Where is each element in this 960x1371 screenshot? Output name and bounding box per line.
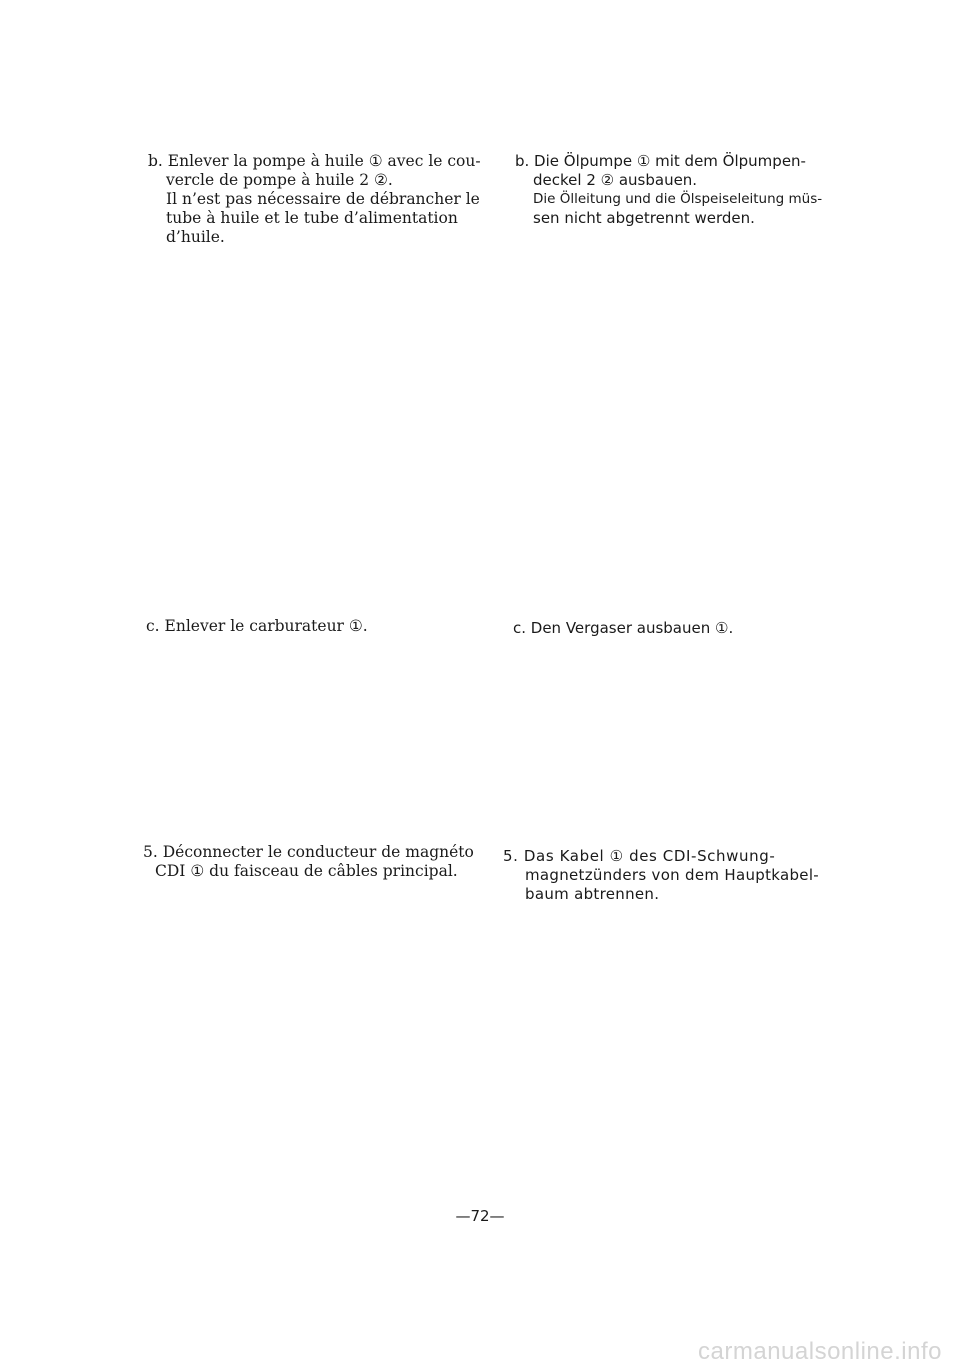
page-number: —72— [455, 1207, 505, 1225]
watermark: carmanualsonline.info [698, 1338, 942, 1365]
fr-step-5 [143, 843, 474, 881]
fr-step-c-text: c. Enlever le carburateur ①. [146, 617, 368, 635]
de-step-b-line3: Die Ölleitung und die Ölspeiseleitung müs- [533, 191, 823, 207]
de-step-5-line3: baum abtrennen. [525, 885, 660, 903]
de-step-b-line4: sen nicht abgetrennt werden. [533, 209, 755, 227]
de-step-c [513, 619, 733, 638]
fr-step-5-line1: 5. Déconnecter le conducteur de magnéto [143, 843, 474, 861]
fr-step-5-line2: CDI ① du faisceau de câbles principal. [155, 862, 458, 880]
fr-step-b [148, 152, 481, 247]
fr-step-b-line2: vercle de pompe à huile 2 ②. [166, 171, 393, 189]
fr-step-b-line1: b. Enlever la pompe à huile ① avec le cou- [148, 152, 481, 170]
fr-step-b-line5: d’huile. [166, 228, 225, 246]
de-step-5-line1: 5. Das Kabel ① des CDI-Schwung- [503, 847, 776, 865]
de-step-b [515, 152, 822, 228]
de-step-b-line1: b. Die Ölpumpe ① mit dem Ölpumpen- [515, 152, 806, 170]
fr-step-c [146, 617, 368, 636]
de-step-5-line2: magnetzünders von dem Hauptkabel- [525, 866, 820, 884]
fr-step-b-line4: tube à huile et le tube d’alimentation [166, 209, 458, 227]
fr-step-b-line3: Il n’est pas nécessaire de débrancher le [166, 190, 480, 208]
de-step-5 [503, 847, 819, 904]
de-step-b-line2: deckel 2 ② ausbauen. [533, 171, 698, 189]
de-step-c-text: c. Den Vergaser ausbauen ①. [513, 619, 734, 637]
